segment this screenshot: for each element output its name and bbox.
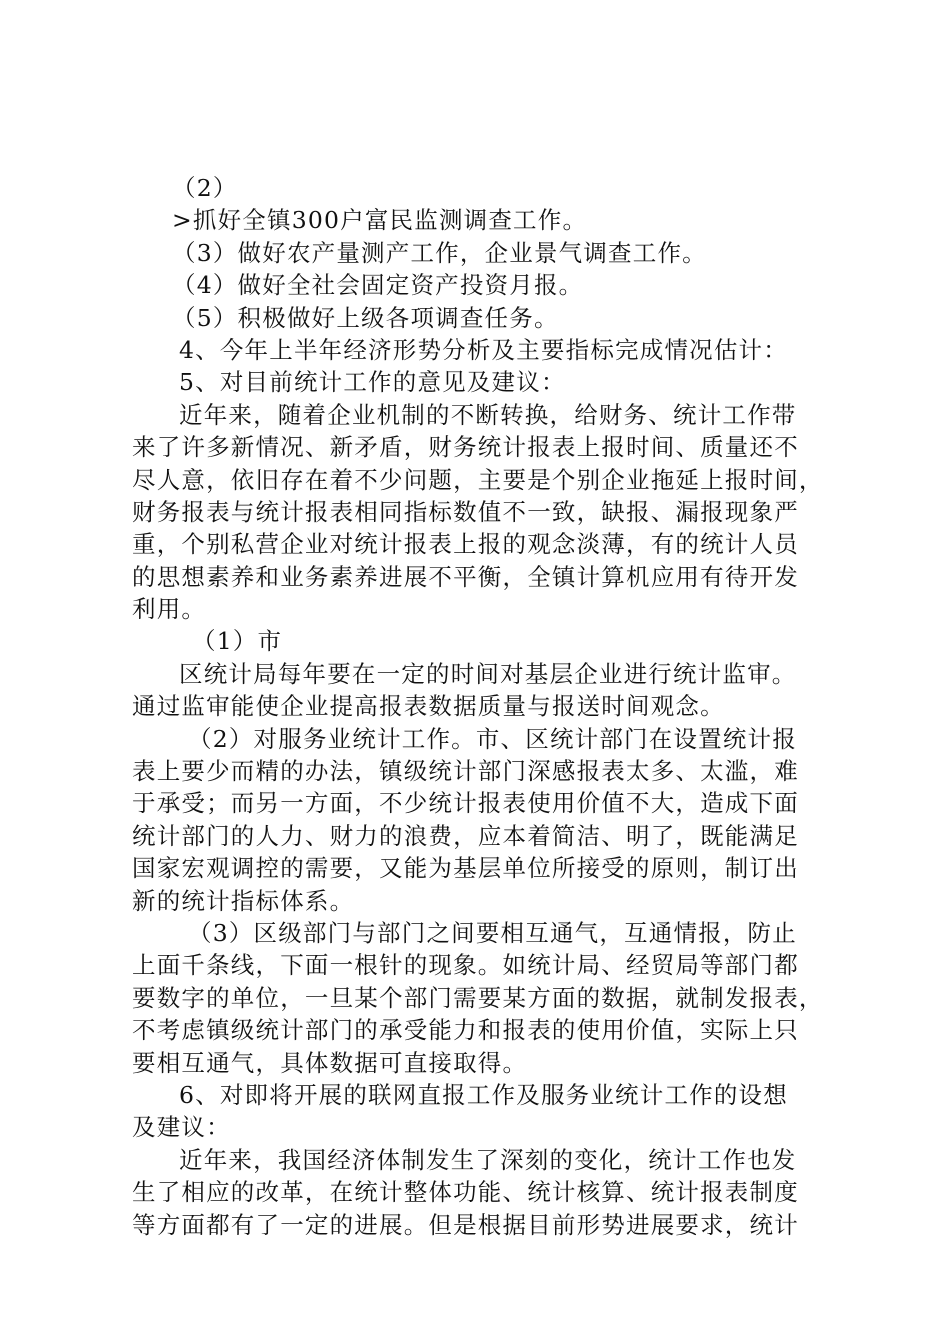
text-line: 近年来，随着企业机制的不断转换，给财务、统计工作带 [179,400,797,429]
text-line: 要数字的单位，一旦某个部门需要某方面的数据，就制发报表， [132,983,824,1012]
text-line: 尽人意，依旧存在着不少问题，主要是个别企业拖延上报时间， [132,465,824,494]
text-line: 国家宏观调控的需要，又能为基层单位所接受的原则，制订出 [132,854,799,883]
section-heading: 及建议： [132,1113,231,1142]
text-line: 等方面都有了一定的进展。但是根据目前形势进展要求，统计 [132,1210,799,1239]
text-line: 利用。 [132,595,207,624]
text-line: （2）对服务业统计工作。市、区统计部门在设置统计报 [188,724,797,753]
text-line: 的思想素养和业务素养进展不平衡，全镇计算机应用有待开发 [132,562,799,591]
text-line: 新的统计指标体系。 [132,886,355,915]
text-line: 上面千条线，下面一根针的现象。如统计局、经贸局等部门都 [132,951,799,980]
document-body [132,172,822,1241]
text-line: （3）做好农产量测产工作，企业景气调查工作。 [172,238,707,267]
section-heading: 6、对即将开展的联网直报工作及服务业统计工作的设想 [179,1080,788,1109]
text-line: >抓好全镇300户富民监测调查工作。 [172,206,588,235]
text-line: （4）做好全社会固定资产投资月报。 [172,271,584,300]
text-line: （3）区级部门与部门之间要相互通气，互通情报，防止 [188,918,797,947]
text-line: 来了许多新情况、新矛盾，财务统计报表上报时间、质量还不 [132,433,799,462]
text-line: （5）积极做好上级各项调查任务。 [172,303,559,332]
text-line: 近年来，我国经济体制发生了深刻的变化，统计工作也发 [179,1145,797,1174]
section-heading: 5、对目前统计工作的意见及建议： [179,368,566,397]
section-heading: 4、今年上半年经济形势分析及主要指标完成情况估计： [179,335,788,364]
text-line: 于承受；而另一方面，不少统计报表使用价值不大，造成下面 [132,789,799,818]
text-line: 通过监审能使企业提高报表数据质量与报送时间观念。 [132,692,725,721]
text-line: （2） [172,174,238,202]
text-line: 生了相应的改革，在统计整体功能、统计核算、统计报表制度 [132,1178,799,1207]
text-line: 统计部门的人力、财力的浪费，应本着简洁、明了，既能满足 [132,821,799,850]
text-line: 不考虑镇级统计部门的承受能力和报表的使用价值，实际上只 [132,1016,799,1045]
text-line: 表上要少而精的办法，镇级统计部门深感报表太多、太滥，难 [132,757,799,786]
text-line: （1）市 [192,627,283,656]
text-line: 要相互通气，具体数据可直接取得。 [132,1048,528,1077]
text-line: 区统计局每年要在一定的时间对基层企业进行统计监审。 [179,659,797,688]
text-line: 财务报表与统计报表相同指标数值不一致，缺报、漏报现象严 [132,497,799,526]
text-line: 重，个别私营企业对统计报表上报的观念淡薄，有的统计人员 [132,530,799,559]
